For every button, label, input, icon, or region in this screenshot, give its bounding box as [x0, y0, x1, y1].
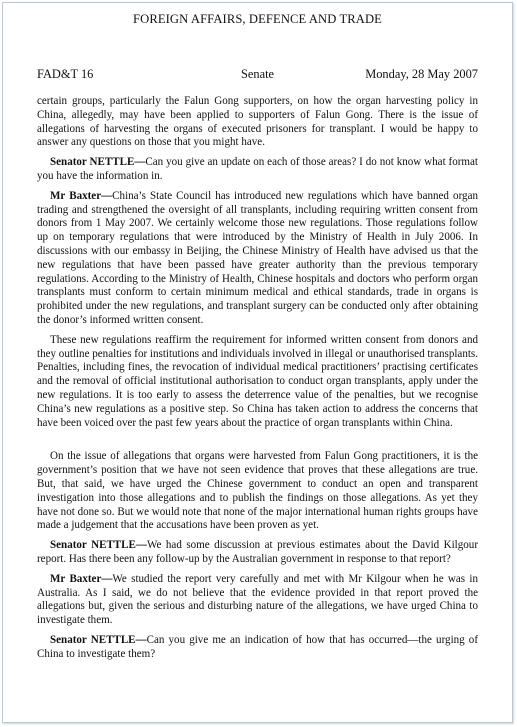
- speaker-name: Mr Baxter—: [50, 189, 113, 202]
- paragraph: [37, 190, 478, 328]
- transcript-body: [37, 95, 478, 667]
- paragraph-text: These new regulations reaffirm the requirement for informed written consent from donors and they outline penalties for institutions and individuals involved in illegal or unauthorised transplants. Penalties, including fines, the revocation of individual medical practitioners’ practising certificates and the removal of official institutional authorisation to conduct organ transplants, apply under the new regulations. It is too early to assess the deterrence value of the penalties, but we recognise China’s new regulations as a positive step. So China has taken action to address the concerns that have been voiced over the past few years about the practice of organ transplants within China.: [37, 333, 478, 429]
- paragraph-text: We studied the report very carefully and met with Mr Kilgour when he was in Australia. As I said, we do not believe that the evidence provided in that report proved the allegations but, given the serious and disturbing nature of the allegations, we have urged China to investigate them.: [37, 572, 478, 627]
- paragraph: [37, 634, 478, 662]
- paragraph: [37, 573, 478, 628]
- page-number-label: FAD&T 16: [37, 67, 94, 81]
- speaker-name: Senator NETTLE—: [50, 633, 147, 646]
- chamber-label: Senate: [240, 67, 275, 81]
- paragraph: [37, 539, 478, 567]
- paragraph: [37, 156, 478, 184]
- paragraph-text: China’s State Council has introduced new regulations which have banned organ trading and strengthened the oversight of all transplants, including requiring written consent from donors from 1 May 2007. We certainly welcome those new regulations. Those regulations follow up on temporary regulations that were introduced by the Ministry of Health in July 2006. In discussions with our embassy in Beijing, the Chinese Ministry of Health have advised us that the new regulations that have been passed have greater authority than the previous temporary regulations. According to the Ministry of Health, Chinese hospitals and doctors who perform organ transplants must conform to certain minimum medical and ethical standards, trade in organs is prohibited under the new regulations, and transplant surgery can be conducted only after obtaining the donor’s informed written consent.: [37, 189, 478, 326]
- paragraph-text: We had some discussion at previous estimates about the David Kilgour report. Has there been any follow-up by the Australian government in response to that report?: [37, 539, 479, 565]
- paragraph-text: certain groups, particularly the Falun Gong supporters, on how the organ harvesting policy in China, allegedly, may have been applied to supporters of Falun Gong. There is the issue of allegations of harvesting the organs of executed prisoners for transplant. I would be happy to answer any questions on those that you might have.: [37, 95, 478, 149]
- speaker-name: Senator NETTLE—: [50, 156, 146, 169]
- page: [2, 2, 513, 723]
- speaker-name: Mr Baxter—: [50, 572, 113, 585]
- paragraph-text: On the issue of allegations that organs were harvested from Falun Gong practitioners, it is the government’s position that we have not seen evidence that proves that these allegations are true. But, that said, we have urged the Chinese government to conduct an open and transparent investigation into those allegations and to publish the findings on those allegations. As yet they have not done so. But we would note that none of the major international human rights groups have made a judgement that the accusations have been proven as yet.: [37, 450, 478, 532]
- paragraph-text: Can you give an update on each of those areas? I do not know what format you have the information in.: [37, 156, 478, 182]
- paragraph: [37, 334, 478, 431]
- paragraph-text: Can you give me an indication of how that has occurred—the urging of China to investigate them?: [37, 633, 479, 660]
- running-head: FOREIGN AFFAIRS, DEFENCE AND TRADE: [133, 12, 382, 26]
- page-header: [37, 67, 478, 83]
- speaker-name: Senator NETTLE—: [50, 539, 147, 552]
- date-label: Monday, 28 May 2007: [365, 67, 478, 81]
- paragraph: [37, 450, 478, 533]
- paragraph: [37, 95, 478, 150]
